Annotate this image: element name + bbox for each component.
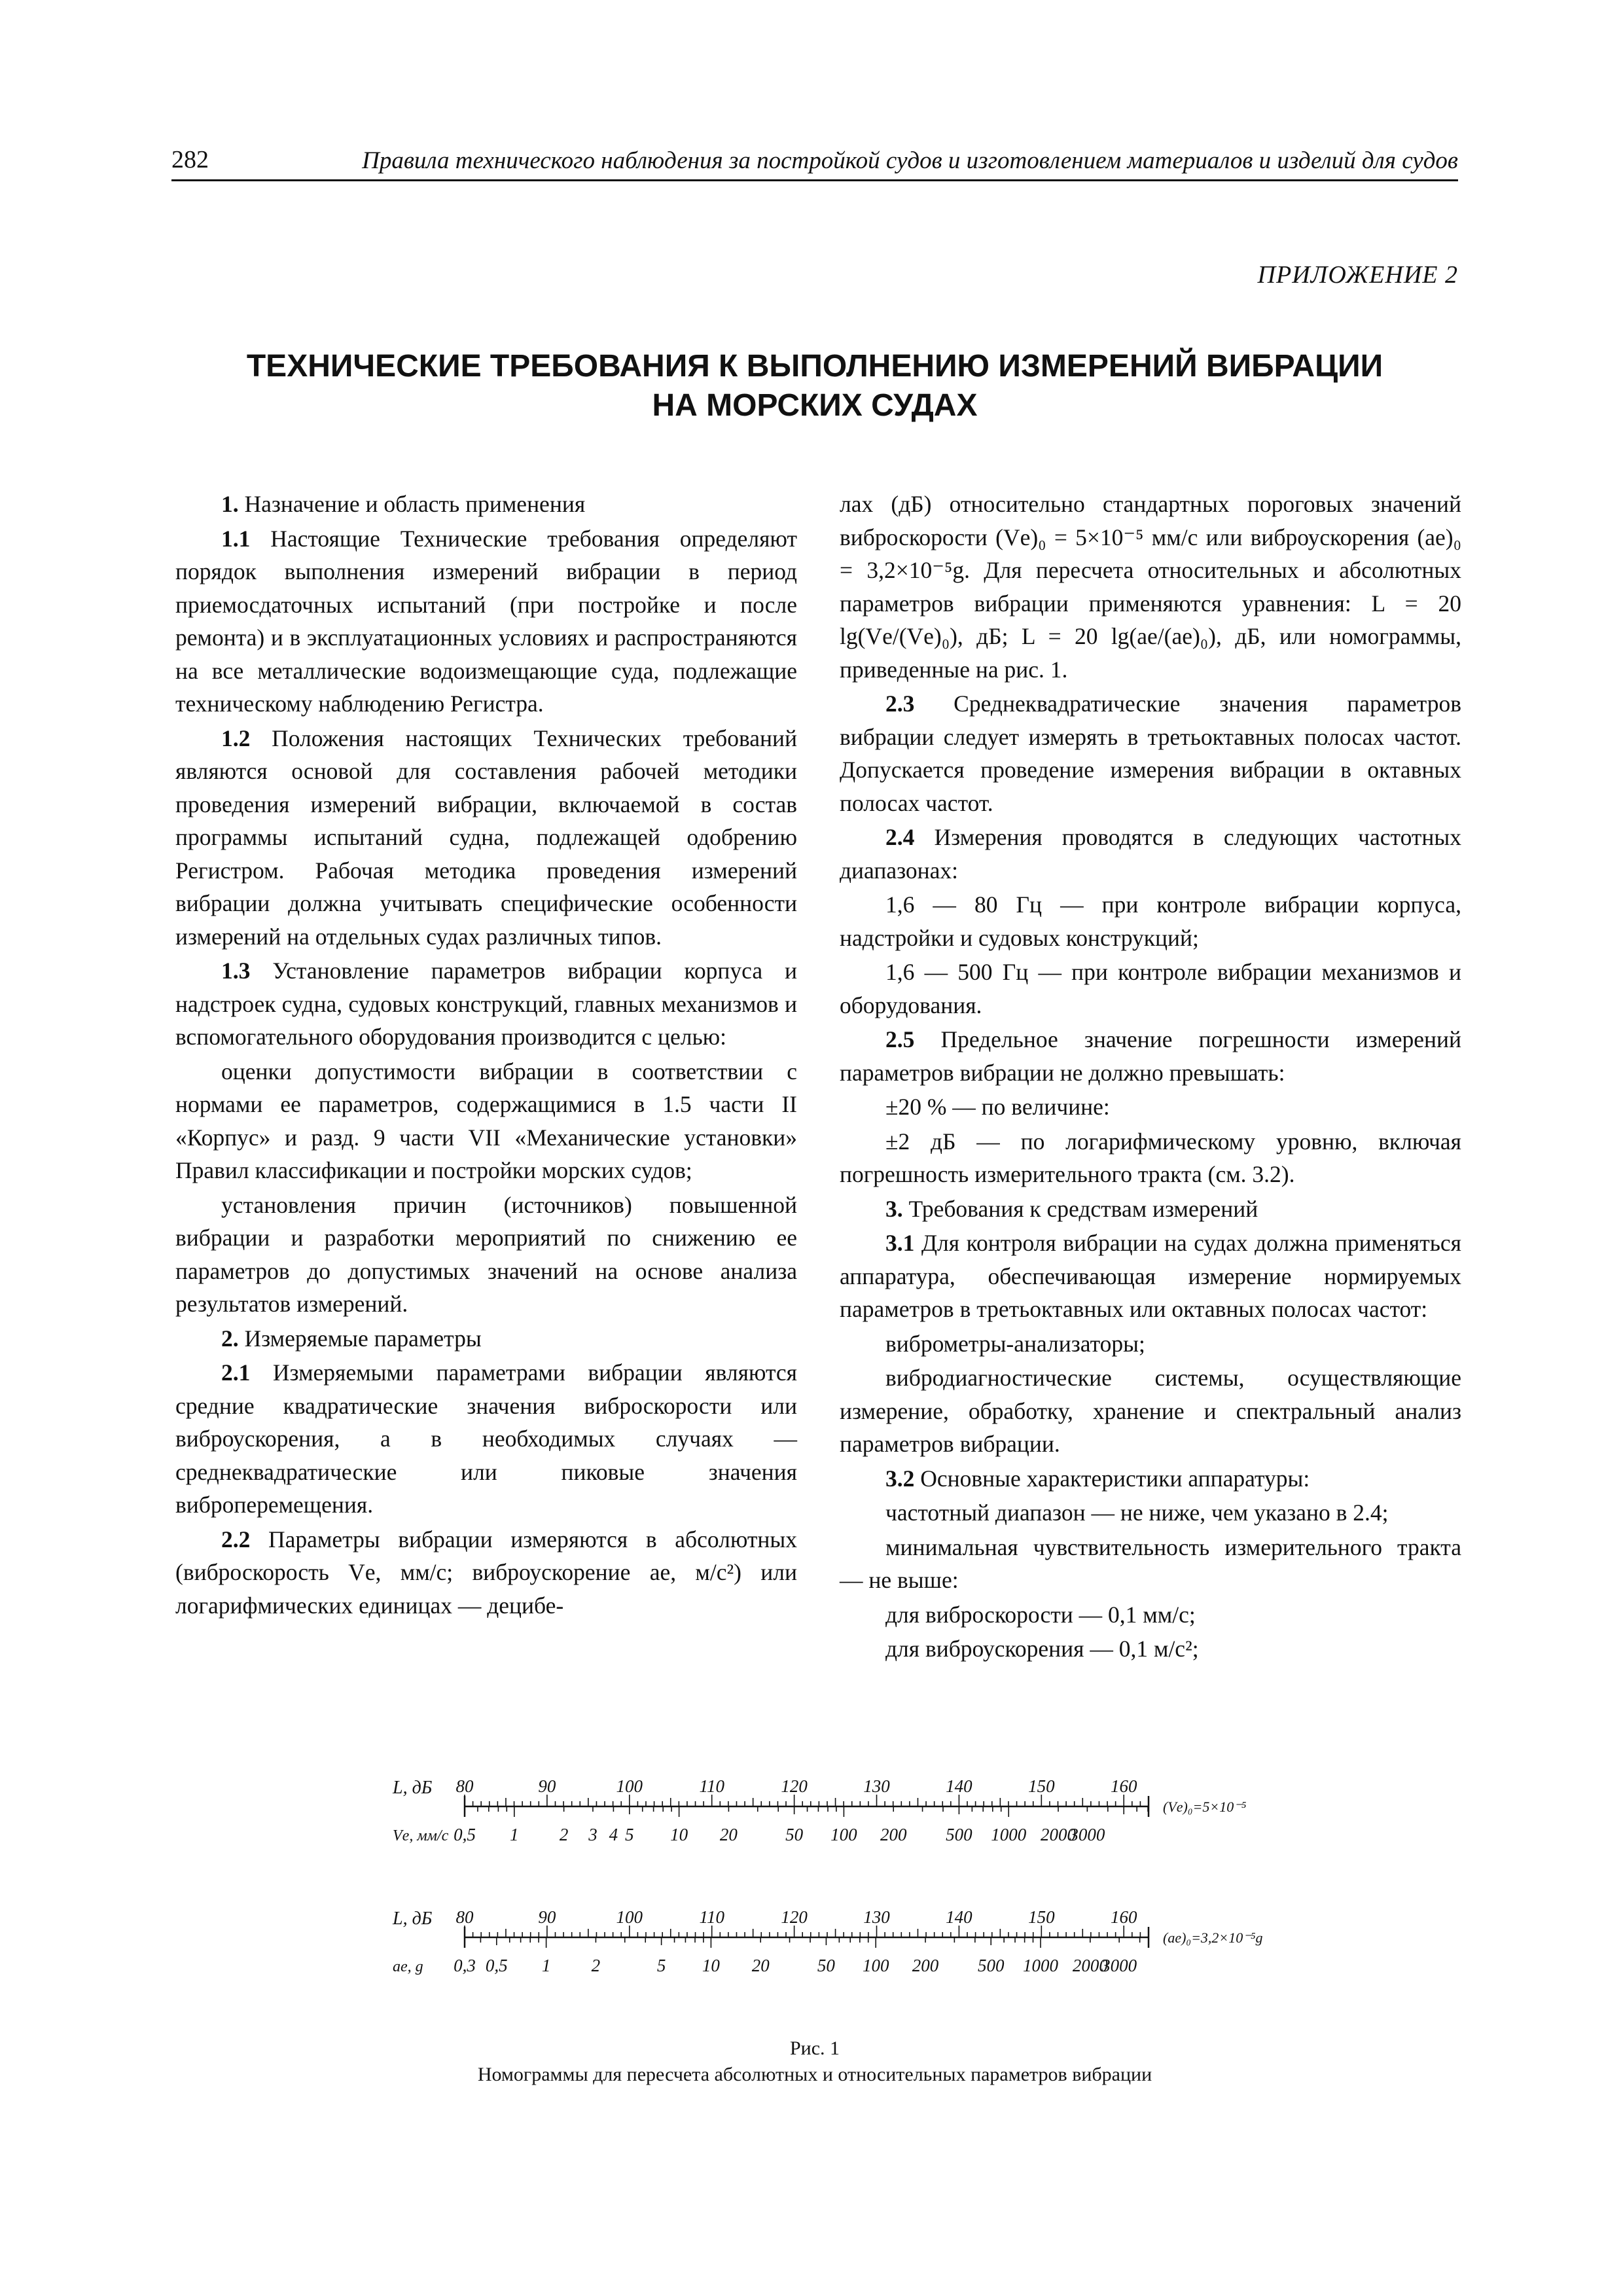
- paragraph-text: Настоящие Технические требования определяют порядок выполнения измерений вибрации в период приемосдаточных испытаний (при постройке и после ремонта) и в эксплуатационных условиях и распространяются на все металлические водоизмещающие суда, подлежащие техническому наблюдению Регистра.: [175, 525, 797, 717]
- paragraph-text: 1,6 — 500 Гц — при контроле вибрации механизмов и оборудования.: [840, 959, 1461, 1018]
- paragraph: [175, 1356, 797, 1522]
- paragraph-text: для виброускорения — 0,1 м/с²;: [885, 1636, 1199, 1662]
- running-title: Правила технического наблюдения за постройкой судов и изготовлением материалов и изделий для судов: [362, 147, 1458, 174]
- db-tick-label: 140: [946, 1776, 972, 1796]
- paragraph: [840, 821, 1461, 887]
- figure-nomograms: [353, 1767, 1309, 2016]
- paragraph-text: Для контроля вибрации на судах должна применяться аппаратура, обеспечивающая измерение нормируемых параметров в третьоктавных или октавных полосах частот:: [840, 1230, 1461, 1322]
- title-line-2: НА МОРСКИХ СУДАХ: [652, 388, 978, 423]
- paragraph-text: Параметры вибрации измеряются в абсолютных (виброскорость Vе, мм/с; виброускорение ае, м/с²) или логарифмических единицах — децибе-: [175, 1526, 797, 1619]
- nomogram-svg: [353, 1767, 1309, 2016]
- paragraph-text: Требования к средствам измерений: [902, 1195, 1258, 1222]
- db-axis-label: L, дБ: [393, 1778, 433, 1798]
- paragraph: [175, 954, 797, 1054]
- page-number: 282: [171, 146, 209, 173]
- db-axis-label: L, дБ: [393, 1909, 433, 1929]
- db-tick-label: 110: [699, 1907, 724, 1927]
- abs-tick-label: 3000: [1101, 1956, 1137, 1975]
- paragraph: [840, 1496, 1461, 1530]
- reference-label: (ае)₀=3,2×10⁻⁵g: [1163, 1929, 1263, 1946]
- abs-tick-label: 100: [830, 1825, 857, 1844]
- abs-tick-label: 2: [559, 1825, 569, 1844]
- db-tick-label: 140: [946, 1907, 972, 1927]
- left-column: [175, 488, 797, 1623]
- paragraph: [840, 488, 1461, 686]
- paragraph: [840, 687, 1461, 819]
- paragraph-text: вибродиагностические системы, осуществляющие измерение, обработку, хранение и спектральный анализ параметров вибрации.: [840, 1365, 1461, 1457]
- appendix-label: ПРИЛОЖЕНИЕ 2: [1257, 261, 1458, 289]
- caption-text: Номограммы для пересчета абсолютных и относительных параметров вибрации: [477, 2064, 1152, 2085]
- paragraph: [840, 956, 1461, 1022]
- paragraph-text: ±2 дБ — по логарифмическому уровню, включая погрешность измерительного тракта (см. 3.2).: [840, 1128, 1461, 1187]
- paragraph: [175, 488, 797, 521]
- db-tick-label: 100: [616, 1776, 643, 1796]
- abs-tick-label: 2000: [1072, 1956, 1108, 1975]
- paragraph-text: Измеряемые параметры: [238, 1325, 482, 1352]
- db-tick-label: 80: [455, 1776, 474, 1796]
- paragraph-text: оценки допустимости вибрации в соответствии с нормами ее параметров, содержащимися в 1.5 части II «Корпус» и разд. 9 части VII «Механические установки» Правил классификации и постройки морских судов;: [175, 1058, 797, 1183]
- paragraph-text: частотный диапазон — не ниже, чем указано в 2.4;: [885, 1499, 1389, 1526]
- paragraph-text: ±20 % — по величине:: [885, 1094, 1110, 1120]
- db-tick-label: 160: [1110, 1776, 1137, 1796]
- paragraph-text: установления причин (источников) повышенной вибрации и разработки мероприятий по снижению ее параметров до допустимых значений на основе анализа результатов измерений.: [175, 1191, 797, 1317]
- db-tick-label: 90: [538, 1776, 556, 1796]
- paragraph-text: 1,6 — 80 Гц — при контроле вибрации корпуса, надстройки и судовых конструкций;: [840, 891, 1461, 951]
- abs-tick-label: 3000: [1069, 1825, 1105, 1844]
- paragraph: [840, 1227, 1461, 1326]
- section-number: 3.: [885, 1195, 903, 1222]
- abs-tick-label: 50: [785, 1825, 804, 1844]
- right-column: [840, 488, 1461, 1667]
- db-tick-label: 100: [616, 1907, 643, 1927]
- paragraph: [840, 1023, 1461, 1089]
- abs-tick-label: 2000: [1041, 1825, 1077, 1844]
- db-tick-label: 160: [1110, 1907, 1137, 1927]
- db-tick-label: 120: [781, 1776, 808, 1796]
- paragraph: [840, 1327, 1461, 1361]
- abs-tick-label: 1: [541, 1956, 551, 1975]
- section-number: 1.1: [221, 525, 251, 552]
- paragraph: [840, 1090, 1461, 1124]
- section-number: 2.: [221, 1325, 239, 1352]
- section-number: 2.2: [221, 1526, 251, 1552]
- reference-label: (Vе)₀=5×10⁻⁵: [1163, 1799, 1247, 1815]
- paragraph: [840, 1193, 1461, 1226]
- paragraph: [840, 1125, 1461, 1191]
- paragraph-text: Среднеквадратические значения параметров вибрации следует измерять в третьоктавных полосах частот. Допускается проведение измерения вибрации в октавных полосах частот.: [840, 691, 1461, 816]
- paragraph: [840, 1632, 1461, 1666]
- abs-tick-label: 20: [719, 1825, 738, 1844]
- abs-tick-label: 1000: [1023, 1956, 1059, 1975]
- abs-tick-label: 500: [977, 1956, 1005, 1975]
- db-tick-label: 150: [1028, 1776, 1055, 1796]
- paragraph-text: Установление параметров вибрации корпуса и надстроек судна, судовых конструкций, главных механизмов и вспомогательного оборудования производится с целью:: [175, 958, 797, 1050]
- header-rule: [171, 179, 1458, 181]
- caption-label: Рис. 1: [789, 2037, 840, 2059]
- paragraph-text: Предельное значение погрешности измерений параметров вибрации не должно превышать:: [840, 1026, 1461, 1086]
- section-number: 2.4: [885, 824, 915, 850]
- paragraph: [840, 1361, 1461, 1461]
- paragraph: [175, 1055, 797, 1187]
- db-tick-label: 130: [863, 1776, 890, 1796]
- paragraph: [840, 888, 1461, 954]
- abs-tick-label: 200: [912, 1956, 939, 1975]
- abs-tick-label: 0,5: [454, 1825, 476, 1844]
- abs-tick-label: 3: [588, 1825, 597, 1844]
- abs-tick-label: 0,3: [454, 1956, 476, 1975]
- paragraph: [840, 1598, 1461, 1632]
- abs-tick-label: 0,5: [485, 1956, 508, 1975]
- paragraph-text: Измерения проводятся в следующих частотных диапазонах:: [840, 824, 1461, 884]
- abs-tick-label: 20: [751, 1956, 770, 1975]
- paragraph: [175, 1322, 797, 1355]
- paragraph-text: лах (дБ) относительно стандартных пороговых значений виброскорости (Vе)₀ = 5×10⁻⁵ мм/с или виброускорения (ае)₀ = 3,2×10⁻⁵g. Для пересчета относительных и абсолютных параметров вибрации применяются уравнения: L = 20 lg(Vе/(Vе)₀), дБ; L = 20 lg(ае/(ае)₀), дБ, или номограммы, приведенные на рис. 1.: [840, 491, 1461, 683]
- section-number: 3.2: [885, 1465, 915, 1492]
- paragraph: [840, 1531, 1461, 1597]
- title-line-1: ТЕХНИЧЕСКИЕ ТРЕБОВАНИЯ К ВЫПОЛНЕНИЮ ИЗМЕРЕНИЙ ВИБРАЦИИ: [246, 349, 1383, 384]
- abs-axis-label: ае, g: [393, 1958, 423, 1975]
- section-number: 1.: [221, 491, 239, 517]
- abs-tick-label: 5: [625, 1825, 634, 1844]
- section-number: 2.3: [885, 691, 915, 717]
- paragraph: [175, 1189, 797, 1321]
- abs-tick-label: 10: [702, 1956, 720, 1975]
- abs-axis-label: Vе, мм/с: [393, 1827, 449, 1844]
- db-tick-label: 110: [699, 1776, 724, 1796]
- paragraph: [175, 1523, 797, 1623]
- paragraph-text: Положения настоящих Технических требований являются основой для составления рабочей методики проведения измерений вибрации, включаемой в состав программы испытаний судна, подлежащей одобрению Регистром. Рабочая методика проведения измерений вибрации должна учитывать специфические особенности измерений на отдельных судах различных типов.: [175, 725, 797, 950]
- paragraph-text: Назначение и область применения: [238, 491, 586, 517]
- db-tick-label: 80: [455, 1907, 474, 1927]
- paragraph: [175, 522, 797, 721]
- abs-tick-label: 5: [656, 1956, 666, 1975]
- db-tick-label: 120: [781, 1907, 808, 1927]
- db-tick-label: 90: [538, 1907, 556, 1927]
- abs-tick-label: 4: [609, 1825, 618, 1844]
- db-tick-label: 150: [1028, 1907, 1055, 1927]
- paragraph-text: Основные характеристики аппаратуры:: [914, 1465, 1310, 1492]
- paragraph-text: виброметры-анализаторы;: [885, 1330, 1145, 1357]
- abs-tick-label: 1: [510, 1825, 519, 1844]
- section-number: 2.1: [221, 1359, 251, 1386]
- abs-tick-label: 2: [591, 1956, 601, 1975]
- abs-tick-label: 500: [946, 1825, 972, 1844]
- section-number: 3.1: [885, 1230, 915, 1256]
- section-number: 1.3: [221, 958, 251, 984]
- db-tick-label: 130: [863, 1907, 890, 1927]
- abs-tick-label: 1000: [991, 1825, 1027, 1844]
- paragraph-text: Измеряемыми параметрами вибрации являются средние квадратические значения виброскорости или виброускорения, а в необходимых случаях — среднеквадратические или пиковые значения виброперемещения.: [175, 1359, 797, 1518]
- abs-tick-label: 200: [880, 1825, 907, 1844]
- paragraph: [175, 722, 797, 954]
- abs-tick-label: 10: [670, 1825, 688, 1844]
- section-number: 2.5: [885, 1026, 915, 1052]
- abs-tick-label: 50: [817, 1956, 835, 1975]
- page-header: [171, 145, 1458, 178]
- figure-caption: [171, 2036, 1458, 2088]
- paragraph-text: для виброскорости — 0,1 мм/с;: [885, 1601, 1196, 1628]
- paragraph-text: минимальная чувствительность измерительного тракта — не выше:: [840, 1534, 1461, 1593]
- section-number: 1.2: [221, 725, 251, 751]
- document-title: [171, 347, 1458, 425]
- abs-tick-label: 100: [862, 1956, 889, 1975]
- paragraph: [840, 1462, 1461, 1496]
